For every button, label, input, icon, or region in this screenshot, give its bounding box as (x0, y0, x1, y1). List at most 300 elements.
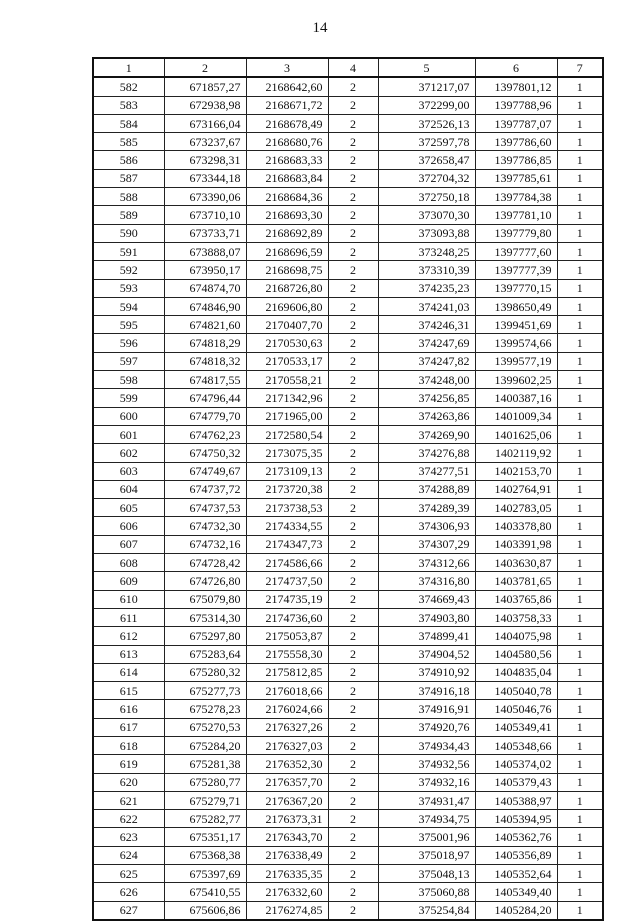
accuracy-cell: 1 (557, 224, 603, 242)
accuracy-cell: 1 (557, 371, 603, 389)
point-number-cell: 590 (93, 224, 164, 242)
point-number-cell: 595 (93, 316, 164, 334)
y-local-cell: 1397788,96 (475, 96, 557, 114)
point-number-cell: 618 (93, 736, 164, 754)
table-row (93, 499, 603, 517)
accuracy-cell: 1 (557, 883, 603, 901)
column-header: 7 (557, 58, 603, 77)
x-local-cell: 374263,86 (378, 407, 475, 425)
accuracy-cell: 1 (557, 736, 603, 754)
y-local-cell: 1397784,38 (475, 188, 557, 206)
x-local-cell: 374312,66 (378, 554, 475, 572)
y-local-cell: 1397786,60 (475, 133, 557, 151)
table-row (93, 462, 603, 480)
y-coordinate-cell: 2168726,80 (246, 279, 328, 297)
zone-cell: 2 (328, 608, 378, 626)
x-local-cell: 372704,32 (378, 169, 475, 187)
x-coordinate-cell: 672938,98 (164, 96, 246, 114)
x-local-cell: 371217,07 (378, 77, 475, 96)
y-coordinate-cell: 2176357,70 (246, 773, 328, 791)
y-coordinate-cell: 2174334,55 (246, 517, 328, 535)
y-coordinate-cell: 2168684,36 (246, 188, 328, 206)
table-row (93, 828, 603, 846)
point-number-cell: 591 (93, 242, 164, 260)
accuracy-cell: 1 (557, 828, 603, 846)
accuracy-cell: 1 (557, 169, 603, 187)
y-local-cell: 1401625,06 (475, 425, 557, 443)
y-local-cell: 1397787,07 (475, 114, 557, 132)
x-local-cell: 374916,91 (378, 700, 475, 718)
y-coordinate-cell: 2176352,30 (246, 755, 328, 773)
x-local-cell: 374916,18 (378, 682, 475, 700)
x-coordinate-cell: 674796,44 (164, 389, 246, 407)
y-local-cell: 1397770,15 (475, 279, 557, 297)
x-local-cell: 375001,96 (378, 828, 475, 846)
y-local-cell: 1405362,76 (475, 828, 557, 846)
zone-cell: 2 (328, 407, 378, 425)
point-number-cell: 597 (93, 352, 164, 370)
y-local-cell: 1405348,66 (475, 736, 557, 754)
accuracy-cell: 1 (557, 425, 603, 443)
zone-cell: 2 (328, 810, 378, 828)
x-local-cell: 374931,47 (378, 791, 475, 809)
y-local-cell: 1403630,87 (475, 554, 557, 572)
point-number-cell: 586 (93, 151, 164, 169)
y-coordinate-cell: 2173720,38 (246, 480, 328, 498)
zone-cell: 2 (328, 718, 378, 736)
x-coordinate-cell: 674737,53 (164, 499, 246, 517)
y-local-cell: 1400387,16 (475, 389, 557, 407)
zone-cell: 2 (328, 480, 378, 498)
y-local-cell: 1405352,64 (475, 865, 557, 883)
y-coordinate-cell: 2176367,20 (246, 791, 328, 809)
y-coordinate-cell: 2175053,87 (246, 627, 328, 645)
accuracy-cell: 1 (557, 242, 603, 260)
zone-cell: 2 (328, 791, 378, 809)
x-local-cell: 374289,39 (378, 499, 475, 517)
y-coordinate-cell: 2170533,17 (246, 352, 328, 370)
x-coordinate-cell: 674818,29 (164, 334, 246, 352)
zone-cell: 2 (328, 224, 378, 242)
point-number-cell: 619 (93, 755, 164, 773)
accuracy-cell: 1 (557, 133, 603, 151)
x-local-cell: 373070,30 (378, 206, 475, 224)
point-number-cell: 621 (93, 791, 164, 809)
zone-cell: 2 (328, 352, 378, 370)
y-local-cell: 1405356,89 (475, 846, 557, 864)
table-row (93, 352, 603, 370)
x-local-cell: 374307,29 (378, 535, 475, 553)
zone-cell: 2 (328, 846, 378, 864)
table-row (93, 114, 603, 132)
column-header: 5 (378, 58, 475, 77)
table-row (93, 407, 603, 425)
y-local-cell: 1405349,40 (475, 883, 557, 901)
zone-cell: 2 (328, 188, 378, 206)
table-row (93, 96, 603, 114)
table-row (93, 736, 603, 754)
y-local-cell: 1402783,05 (475, 499, 557, 517)
y-coordinate-cell: 2171342,96 (246, 389, 328, 407)
point-number-cell: 622 (93, 810, 164, 828)
x-coordinate-cell: 675278,23 (164, 700, 246, 718)
y-local-cell: 1399577,19 (475, 352, 557, 370)
x-local-cell: 375018,97 (378, 846, 475, 864)
zone-cell: 2 (328, 206, 378, 224)
point-number-cell: 594 (93, 297, 164, 315)
y-local-cell: 1401009,34 (475, 407, 557, 425)
y-local-cell: 1402153,70 (475, 462, 557, 480)
table-row (93, 810, 603, 828)
x-local-cell: 374920,76 (378, 718, 475, 736)
point-number-cell: 608 (93, 554, 164, 572)
y-coordinate-cell: 2175558,30 (246, 645, 328, 663)
table-row (93, 133, 603, 151)
table-row (93, 206, 603, 224)
point-number-cell: 625 (93, 865, 164, 883)
y-coordinate-cell: 2176024,66 (246, 700, 328, 718)
x-coordinate-cell: 674817,55 (164, 371, 246, 389)
y-local-cell: 1397801,12 (475, 77, 557, 96)
y-local-cell: 1403781,65 (475, 572, 557, 590)
x-coordinate-cell: 674762,23 (164, 425, 246, 443)
y-coordinate-cell: 2168693,30 (246, 206, 328, 224)
y-local-cell: 1399574,66 (475, 334, 557, 352)
accuracy-cell: 1 (557, 261, 603, 279)
table-row (93, 791, 603, 809)
x-coordinate-cell: 674728,42 (164, 554, 246, 572)
y-local-cell: 1405388,97 (475, 791, 557, 809)
x-local-cell: 372750,18 (378, 188, 475, 206)
accuracy-cell: 1 (557, 700, 603, 718)
table-row (93, 316, 603, 334)
zone-cell: 2 (328, 114, 378, 132)
zone-cell: 2 (328, 572, 378, 590)
x-coordinate-cell: 673950,17 (164, 261, 246, 279)
accuracy-cell: 1 (557, 96, 603, 114)
zone-cell: 2 (328, 517, 378, 535)
y-coordinate-cell: 2170558,21 (246, 371, 328, 389)
point-number-cell: 603 (93, 462, 164, 480)
y-local-cell: 1403378,80 (475, 517, 557, 535)
y-coordinate-cell: 2176274,85 (246, 901, 328, 920)
x-local-cell: 374256,85 (378, 389, 475, 407)
accuracy-cell: 1 (557, 590, 603, 608)
x-coordinate-cell: 674750,32 (164, 444, 246, 462)
accuracy-cell: 1 (557, 279, 603, 297)
x-local-cell: 374306,93 (378, 517, 475, 535)
table-row (93, 444, 603, 462)
x-coordinate-cell: 674846,90 (164, 297, 246, 315)
point-number-cell: 612 (93, 627, 164, 645)
x-local-cell: 374910,92 (378, 663, 475, 681)
point-number-cell: 611 (93, 608, 164, 626)
table-row (93, 517, 603, 535)
x-local-cell: 374288,89 (378, 480, 475, 498)
accuracy-cell: 1 (557, 114, 603, 132)
x-coordinate-cell: 674726,80 (164, 572, 246, 590)
x-coordinate-cell: 675297,80 (164, 627, 246, 645)
table-row (93, 371, 603, 389)
zone-cell: 2 (328, 736, 378, 754)
accuracy-cell: 1 (557, 663, 603, 681)
x-coordinate-cell: 675282,77 (164, 810, 246, 828)
x-local-cell: 374669,43 (378, 590, 475, 608)
point-number-cell: 600 (93, 407, 164, 425)
table-row (93, 608, 603, 626)
accuracy-cell: 1 (557, 535, 603, 553)
table-row (93, 224, 603, 242)
y-local-cell: 1398650,49 (475, 297, 557, 315)
table-row (93, 188, 603, 206)
accuracy-cell: 1 (557, 151, 603, 169)
zone-cell: 2 (328, 444, 378, 462)
accuracy-cell: 1 (557, 810, 603, 828)
point-number-cell: 599 (93, 389, 164, 407)
x-local-cell: 374269,90 (378, 425, 475, 443)
point-number-cell: 601 (93, 425, 164, 443)
accuracy-cell: 1 (557, 480, 603, 498)
accuracy-cell: 1 (557, 682, 603, 700)
y-coordinate-cell: 2168642,60 (246, 77, 328, 96)
x-local-cell: 373248,25 (378, 242, 475, 260)
table-row (93, 554, 603, 572)
table-row (93, 700, 603, 718)
x-coordinate-cell: 675283,64 (164, 645, 246, 663)
column-header: 3 (246, 58, 328, 77)
point-number-cell: 614 (93, 663, 164, 681)
column-header: 6 (475, 58, 557, 77)
accuracy-cell: 1 (557, 407, 603, 425)
x-local-cell: 375254,84 (378, 901, 475, 920)
point-number-cell: 613 (93, 645, 164, 663)
y-coordinate-cell: 2168678,49 (246, 114, 328, 132)
y-coordinate-cell: 2168683,84 (246, 169, 328, 187)
zone-cell: 2 (328, 297, 378, 315)
y-coordinate-cell: 2168680,76 (246, 133, 328, 151)
x-local-cell: 374934,43 (378, 736, 475, 754)
table-row (93, 645, 603, 663)
x-local-cell: 374248,00 (378, 371, 475, 389)
table-row (93, 425, 603, 443)
point-number-cell: 604 (93, 480, 164, 498)
table-row (93, 151, 603, 169)
y-coordinate-cell: 2168698,75 (246, 261, 328, 279)
x-coordinate-cell: 673344,18 (164, 169, 246, 187)
x-local-cell: 374247,82 (378, 352, 475, 370)
accuracy-cell: 1 (557, 389, 603, 407)
y-local-cell: 1405374,02 (475, 755, 557, 773)
accuracy-cell: 1 (557, 316, 603, 334)
point-number-cell: 605 (93, 499, 164, 517)
zone-cell: 2 (328, 883, 378, 901)
point-number-cell: 588 (93, 188, 164, 206)
x-coordinate-cell: 675397,69 (164, 865, 246, 883)
point-number-cell: 598 (93, 371, 164, 389)
zone-cell: 2 (328, 316, 378, 334)
point-number-cell: 616 (93, 700, 164, 718)
y-local-cell: 1402764,91 (475, 480, 557, 498)
y-local-cell: 1405349,41 (475, 718, 557, 736)
x-local-cell: 372658,47 (378, 151, 475, 169)
y-local-cell: 1405394,95 (475, 810, 557, 828)
table-row (93, 261, 603, 279)
x-local-cell: 372299,00 (378, 96, 475, 114)
y-coordinate-cell: 2168671,72 (246, 96, 328, 114)
y-coordinate-cell: 2168696,59 (246, 242, 328, 260)
point-number-cell: 610 (93, 590, 164, 608)
accuracy-cell: 1 (557, 352, 603, 370)
zone-cell: 2 (328, 371, 378, 389)
zone-cell: 2 (328, 645, 378, 663)
y-coordinate-cell: 2176018,66 (246, 682, 328, 700)
x-coordinate-cell: 675079,80 (164, 590, 246, 608)
y-local-cell: 1397777,39 (475, 261, 557, 279)
y-local-cell: 1405040,78 (475, 682, 557, 700)
y-coordinate-cell: 2168692,89 (246, 224, 328, 242)
y-coordinate-cell: 2170530,63 (246, 334, 328, 352)
point-number-cell: 596 (93, 334, 164, 352)
x-coordinate-cell: 675606,86 (164, 901, 246, 920)
x-coordinate-cell: 675351,17 (164, 828, 246, 846)
point-number-cell: 624 (93, 846, 164, 864)
table-header-row (93, 58, 603, 77)
y-coordinate-cell: 2171965,00 (246, 407, 328, 425)
point-number-cell: 626 (93, 883, 164, 901)
x-coordinate-cell: 674749,67 (164, 462, 246, 480)
y-local-cell: 1399602,25 (475, 371, 557, 389)
point-number-cell: 589 (93, 206, 164, 224)
accuracy-cell: 1 (557, 334, 603, 352)
x-local-cell: 374316,80 (378, 572, 475, 590)
y-local-cell: 1404580,56 (475, 645, 557, 663)
x-coordinate-cell: 675368,38 (164, 846, 246, 864)
zone-cell: 2 (328, 169, 378, 187)
x-local-cell: 375048,13 (378, 865, 475, 883)
y-local-cell: 1403391,98 (475, 535, 557, 553)
table-row (93, 682, 603, 700)
y-local-cell: 1399451,69 (475, 316, 557, 334)
x-coordinate-cell: 673237,67 (164, 133, 246, 151)
accuracy-cell: 1 (557, 572, 603, 590)
table-row (93, 773, 603, 791)
y-coordinate-cell: 2174736,60 (246, 608, 328, 626)
y-local-cell: 1402119,92 (475, 444, 557, 462)
zone-cell: 2 (328, 901, 378, 920)
x-local-cell: 374899,41 (378, 627, 475, 645)
x-coordinate-cell: 675280,77 (164, 773, 246, 791)
y-coordinate-cell: 2174737,50 (246, 572, 328, 590)
zone-cell: 2 (328, 242, 378, 260)
point-number-cell: 582 (93, 77, 164, 96)
y-coordinate-cell: 2174586,66 (246, 554, 328, 572)
point-number-cell: 623 (93, 828, 164, 846)
page-number: 14 (312, 20, 328, 36)
zone-cell: 2 (328, 865, 378, 883)
x-coordinate-cell: 675277,73 (164, 682, 246, 700)
x-local-cell: 372526,13 (378, 114, 475, 132)
point-number-cell: 606 (93, 517, 164, 535)
point-number-cell: 587 (93, 169, 164, 187)
column-header: 4 (328, 58, 378, 77)
zone-cell: 2 (328, 389, 378, 407)
point-number-cell: 627 (93, 901, 164, 920)
accuracy-cell: 1 (557, 188, 603, 206)
point-number-cell: 583 (93, 96, 164, 114)
accuracy-cell: 1 (557, 755, 603, 773)
accuracy-cell: 1 (557, 554, 603, 572)
x-coordinate-cell: 674874,70 (164, 279, 246, 297)
accuracy-cell: 1 (557, 608, 603, 626)
accuracy-cell: 1 (557, 462, 603, 480)
x-local-cell: 374276,88 (378, 444, 475, 462)
point-number-cell: 602 (93, 444, 164, 462)
accuracy-cell: 1 (557, 791, 603, 809)
y-coordinate-cell: 2176338,49 (246, 846, 328, 864)
x-coordinate-cell: 673733,71 (164, 224, 246, 242)
column-header: 2 (164, 58, 246, 77)
x-local-cell: 374241,03 (378, 297, 475, 315)
x-local-cell: 374934,75 (378, 810, 475, 828)
accuracy-cell: 1 (557, 517, 603, 535)
table-row (93, 169, 603, 187)
y-coordinate-cell: 2176327,26 (246, 718, 328, 736)
x-coordinate-cell: 675279,71 (164, 791, 246, 809)
x-coordinate-cell: 675280,32 (164, 663, 246, 681)
table-row (93, 627, 603, 645)
x-local-cell: 373093,88 (378, 224, 475, 242)
zone-cell: 2 (328, 554, 378, 572)
x-local-cell: 374235,23 (378, 279, 475, 297)
y-coordinate-cell: 2176335,35 (246, 865, 328, 883)
table-row (93, 242, 603, 260)
accuracy-cell: 1 (557, 297, 603, 315)
zone-cell: 2 (328, 535, 378, 553)
table-row (93, 883, 603, 901)
y-coordinate-cell: 2173109,13 (246, 462, 328, 480)
table-row (93, 755, 603, 773)
x-local-cell: 375060,88 (378, 883, 475, 901)
table-row (93, 279, 603, 297)
y-local-cell: 1397777,60 (475, 242, 557, 260)
zone-cell: 2 (328, 133, 378, 151)
x-local-cell: 374246,31 (378, 316, 475, 334)
accuracy-cell: 1 (557, 627, 603, 645)
table-row (93, 718, 603, 736)
table-row (93, 865, 603, 883)
accuracy-cell: 1 (557, 444, 603, 462)
zone-cell: 2 (328, 773, 378, 791)
x-coordinate-cell: 674779,70 (164, 407, 246, 425)
x-local-cell: 374247,69 (378, 334, 475, 352)
y-local-cell: 1397785,61 (475, 169, 557, 187)
accuracy-cell: 1 (557, 865, 603, 883)
table-row (93, 480, 603, 498)
x-coordinate-cell: 673166,04 (164, 114, 246, 132)
x-coordinate-cell: 673298,31 (164, 151, 246, 169)
accuracy-cell: 1 (557, 77, 603, 96)
accuracy-cell: 1 (557, 901, 603, 920)
table-row (93, 389, 603, 407)
y-local-cell: 1397781,10 (475, 206, 557, 224)
x-coordinate-cell: 675270,53 (164, 718, 246, 736)
point-number-cell: 593 (93, 279, 164, 297)
y-coordinate-cell: 2176343,70 (246, 828, 328, 846)
x-local-cell: 372597,78 (378, 133, 475, 151)
y-coordinate-cell: 2169606,80 (246, 297, 328, 315)
x-coordinate-cell: 675281,38 (164, 755, 246, 773)
point-number-cell: 620 (93, 773, 164, 791)
